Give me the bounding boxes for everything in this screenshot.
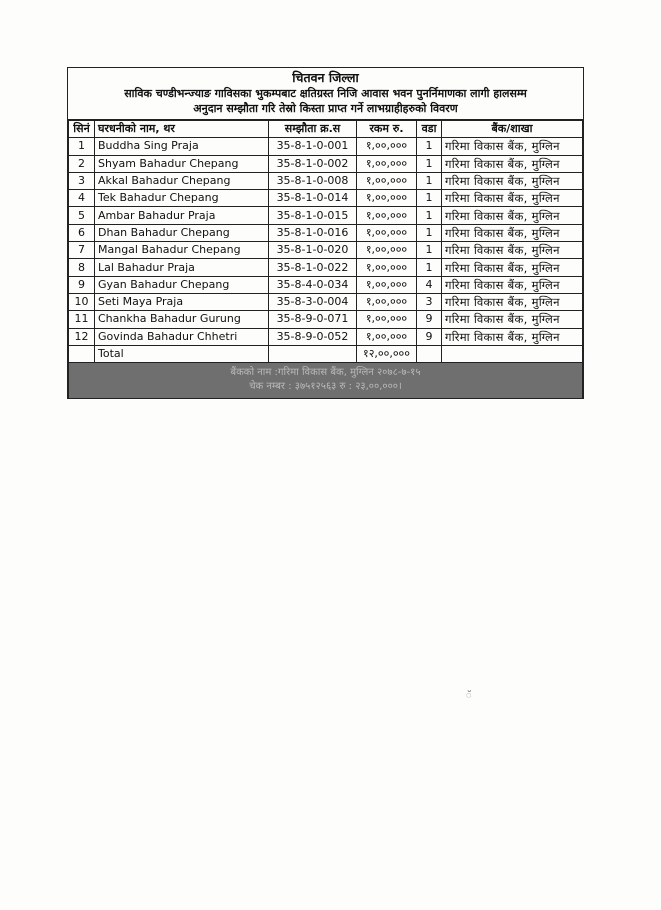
table-header-row	[69, 121, 583, 138]
row-agreement: 35-8-1-0-002	[269, 155, 357, 172]
row-name: Mangal Bahadur Chepang	[95, 242, 269, 259]
row-agreement: 35-8-3-0-004	[269, 293, 357, 310]
row-amount: १,००,०००	[357, 138, 417, 155]
row-amount: १,००,०००	[357, 172, 417, 189]
row-agreement: 35-8-1-0-015	[269, 207, 357, 224]
row-bank: गरिमा विकास बैंक, मुग्लिन	[442, 311, 583, 328]
table-row	[69, 293, 583, 310]
row-sn: 11	[69, 311, 95, 328]
beneficiary-table	[68, 120, 583, 363]
bank-name-line: बैंकको नाम :गरिमा विकास बैंक, मुग्लिन २०७८-७-१५	[230, 367, 421, 379]
row-sn: 8	[69, 259, 95, 276]
row-amount: १,००,०००	[357, 242, 417, 259]
row-name: Seti Maya Praja	[95, 293, 269, 310]
col-header-ward: वडा	[417, 121, 442, 138]
row-bank: गरिमा विकास बैंक, मुग्लिन	[442, 207, 583, 224]
row-agreement: 35-8-1-0-014	[269, 190, 357, 207]
table-row	[69, 138, 583, 155]
document-header	[68, 68, 583, 120]
row-bank: गरिमा विकास बैंक, मुग्लिन	[442, 172, 583, 189]
row-agreement: 35-8-1-0-008	[269, 172, 357, 189]
row-ward: 9	[417, 311, 442, 328]
row-sn: 2	[69, 155, 95, 172]
row-sn: 10	[69, 293, 95, 310]
row-amount: १,००,०००	[357, 190, 417, 207]
row-sn: 9	[69, 276, 95, 293]
row-agreement: 35-8-1-0-022	[269, 259, 357, 276]
row-ward: 1	[417, 138, 442, 155]
row-sn: 3	[69, 172, 95, 189]
row-ward: 1	[417, 155, 442, 172]
bank-cheque-footer	[68, 363, 583, 399]
row-ward: 1	[417, 207, 442, 224]
row-name: Gyan Bahadur Chepang	[95, 276, 269, 293]
row-ward: 3	[417, 293, 442, 310]
row-ward: 1	[417, 259, 442, 276]
row-bank: गरिमा विकास बैंक, मुग्लिन	[442, 293, 583, 310]
row-bank: गरिमा विकास बैंक, मुग्लिन	[442, 276, 583, 293]
row-ward: 4	[417, 276, 442, 293]
header-line-2: अनुदान सम्झौता गरि तेस्रो किस्ता प्राप्त गर्ने लाभग्राहीहरुको विवरण	[193, 102, 458, 115]
row-amount: १,००,०००	[357, 259, 417, 276]
row-bank: गरिमा विकास बैंक, मुग्लिन	[442, 224, 583, 241]
row-name: Chankha Bahadur Gurung	[95, 311, 269, 328]
total-label: Total	[95, 345, 269, 362]
row-ward: 1	[417, 242, 442, 259]
row-ward: 1	[417, 190, 442, 207]
row-ward: 1	[417, 172, 442, 189]
total-amount: १२,००,०००	[357, 345, 417, 362]
row-ward: 1	[417, 224, 442, 241]
row-bank: गरिमा विकास बैंक, मुग्लिन	[442, 190, 583, 207]
row-agreement: 35-8-1-0-016	[269, 224, 357, 241]
col-header-sn: सिनं	[69, 121, 95, 138]
district-title: चितवन जिल्ला	[292, 70, 359, 85]
table-row	[69, 155, 583, 172]
row-bank: गरिमा विकास बैंक, मुग्लिन	[442, 328, 583, 345]
row-name: Akkal Bahadur Chepang	[95, 172, 269, 189]
table-row	[69, 259, 583, 276]
row-name: Shyam Bahadur Chepang	[95, 155, 269, 172]
row-name: Buddha Sing Praja	[95, 138, 269, 155]
row-agreement: 35-8-9-0-071	[269, 311, 357, 328]
row-bank: गरिमा विकास बैंक, मुग्लिन	[442, 155, 583, 172]
row-agreement: 35-8-1-0-001	[269, 138, 357, 155]
col-header-name: घरधनीको नाम, थर	[95, 121, 269, 138]
row-sn: 5	[69, 207, 95, 224]
row-amount: १,००,०००	[357, 276, 417, 293]
row-name: Lal Bahadur Praja	[95, 259, 269, 276]
table-row	[69, 328, 583, 345]
beneficiary-sheet	[67, 67, 584, 399]
row-sn: 12	[69, 328, 95, 345]
row-ward: 9	[417, 328, 442, 345]
total-row	[69, 345, 583, 362]
table-row	[69, 172, 583, 189]
col-header-agreement: सम्झौता क्र.स	[269, 121, 357, 138]
row-bank: गरिमा विकास बैंक, मुग्लिन	[442, 242, 583, 259]
col-header-bank: बैंक/शाखा	[442, 121, 583, 138]
cheque-number-line: चेक नम्बर : ३७५१२५६३ रु : २३,००,०००।	[249, 381, 402, 393]
table-row	[69, 311, 583, 328]
table-row	[69, 242, 583, 259]
table-row	[69, 190, 583, 207]
table-row	[69, 224, 583, 241]
row-amount: १,००,०००	[357, 311, 417, 328]
row-agreement: 35-8-4-0-034	[269, 276, 357, 293]
row-sn: 6	[69, 224, 95, 241]
row-sn: 7	[69, 242, 95, 259]
row-name: Govinda Bahadur Chhetri	[95, 328, 269, 345]
row-bank: गरिमा विकास बैंक, मुग्लिन	[442, 259, 583, 276]
row-agreement: 35-8-9-0-052	[269, 328, 357, 345]
stray-mark: ॅ	[466, 691, 472, 701]
row-name: Ambar Bahadur Praja	[95, 207, 269, 224]
row-sn: 4	[69, 190, 95, 207]
row-amount: १,००,०००	[357, 224, 417, 241]
row-amount: १,००,०००	[357, 328, 417, 345]
row-amount: १,००,०००	[357, 207, 417, 224]
table-row	[69, 207, 583, 224]
row-sn: 1	[69, 138, 95, 155]
row-agreement: 35-8-1-0-020	[269, 242, 357, 259]
header-line-1: साविक चण्डीभन्ज्याङ गाविसका भुकम्पबाट क्षतिग्रस्त निजि आवास भवन पुनर्निमाणका लागी हालसम्म	[124, 87, 527, 100]
row-amount: १,००,०००	[357, 155, 417, 172]
table-row	[69, 276, 583, 293]
row-amount: १,००,०००	[357, 293, 417, 310]
col-header-amount: रकम रु.	[357, 121, 417, 138]
row-name: Dhan Bahadur Chepang	[95, 224, 269, 241]
row-bank: गरिमा विकास बैंक, मुग्लिन	[442, 138, 583, 155]
row-name: Tek Bahadur Chepang	[95, 190, 269, 207]
